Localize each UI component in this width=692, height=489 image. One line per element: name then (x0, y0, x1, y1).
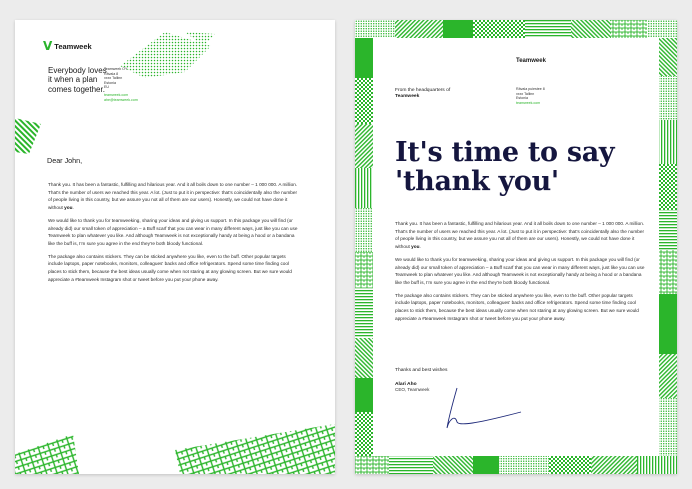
signer-role: CEO, Teamweek (395, 387, 430, 392)
teamweek-logo: Teamweek (516, 58, 546, 64)
body-paragraph: We would like to thank you for teamweeking, sharing your ideas and giving us support. In this package you will find (or already did) our small token of appreciation – a Buff scarf that you can wear in many different ways, just like you can use Teamweek to plan whatever you like. And although Teamweek is not exceptionally handy at being a hood or a bandana like the buff is, I'm sure you agree in the end they're both bloody functional. (395, 256, 645, 285)
letter-2-body (395, 220, 645, 327)
signer-name: Alari Aho (395, 382, 417, 387)
tagline: Everybody loves it when a plan comes together. (48, 66, 107, 94)
body-paragraph: The package also contains stickers. They can be sticked anywhere you like, even to the buff. Other popular targets include laptops, paper notebooks, monitors, colleagues' backs and office refrigerators. Spend some time finding cool places to stick them, because the best ideas usually come when not staring at any glowing screen. But we sure would appreciate a #teamweek Instagram shot or tweet before you put your phone away. (395, 292, 639, 321)
brick-band-left (15, 434, 79, 474)
teamweek-logo: V Teamweek (43, 39, 92, 53)
body-paragraph: We would like to thank you for teamweeking, sharing your ideas and giving us support. In this package you will find (or already did) our small token of appreciation – a Buff scarf that you can wear in many different ways, just like you can use Teamweek to plan whatever you like. And although Teamweek is not exceptionally handy at being a hood or a bandana like the buff is, I'm sure you agree in the end they're both bloody functional. (48, 217, 298, 246)
website-link[interactable]: teamweek.com (516, 100, 541, 105)
salutation: Dear John, (47, 156, 83, 165)
letter-page-1 (15, 20, 335, 474)
website-link[interactable]: teamweek.com (104, 92, 129, 97)
signature-block (395, 382, 429, 392)
stripe-patch (15, 118, 41, 154)
letter-page-2 (355, 20, 677, 474)
headline: It's time to say 'thank you' (395, 137, 615, 197)
body-paragraph: Thank you. It has been a fantastic, fulfilling and hilarious year. And it all boils down to one number – 1 000 000. A million. That's the number of users we reached this year. A lot. (Just to put it in perspective: that's coincidentally also the number of people living in this country, but we assure you not all of them are our users). Honestly, we could not have done it without you. (395, 221, 645, 250)
handwritten-signature (435, 384, 525, 434)
v-logo-icon: V (43, 39, 53, 53)
body-paragraph: Thank you. It has been a fantastic, fulfilling and hilarious year. And it all boils down to one number – 1 000 000. A million. That's the number of users we reached this year. A lot. (Just to put it in perspective: that's coincidentally also the number of people living in this country, but we assure you not all of them are our users). Honestly, we could not have done it without you. (48, 182, 298, 211)
from-line: From the headquarters of Teamweek (395, 88, 451, 100)
closing: Thanks and best wishes (395, 368, 448, 373)
brick-band-right (175, 424, 335, 474)
address-block: Rävala puiestee 8 xxxx Tallinn Estonia teamweek.com (516, 87, 545, 105)
address-block: Teamweek OY Rävala 8 xxxx Tallinn Estonia EU teamweek.com ahe@teamweek.com (104, 67, 138, 102)
body-paragraph: The package also contains stickers. They can be sticked anywhere you like, even to the buff. Other popular targets include laptops, paper notebooks, monitors, colleagues' backs and office refrigerators. Spend some time finding cool places to stick them, because the best ideas usually come when not staring at any glowing screen. But we sure would appreciate a #teamweek Instagram shot or tweet before you put your phone away. (48, 253, 292, 282)
email-link[interactable]: ahe@teamweek.com (104, 97, 138, 102)
letter-1-body (48, 181, 298, 288)
